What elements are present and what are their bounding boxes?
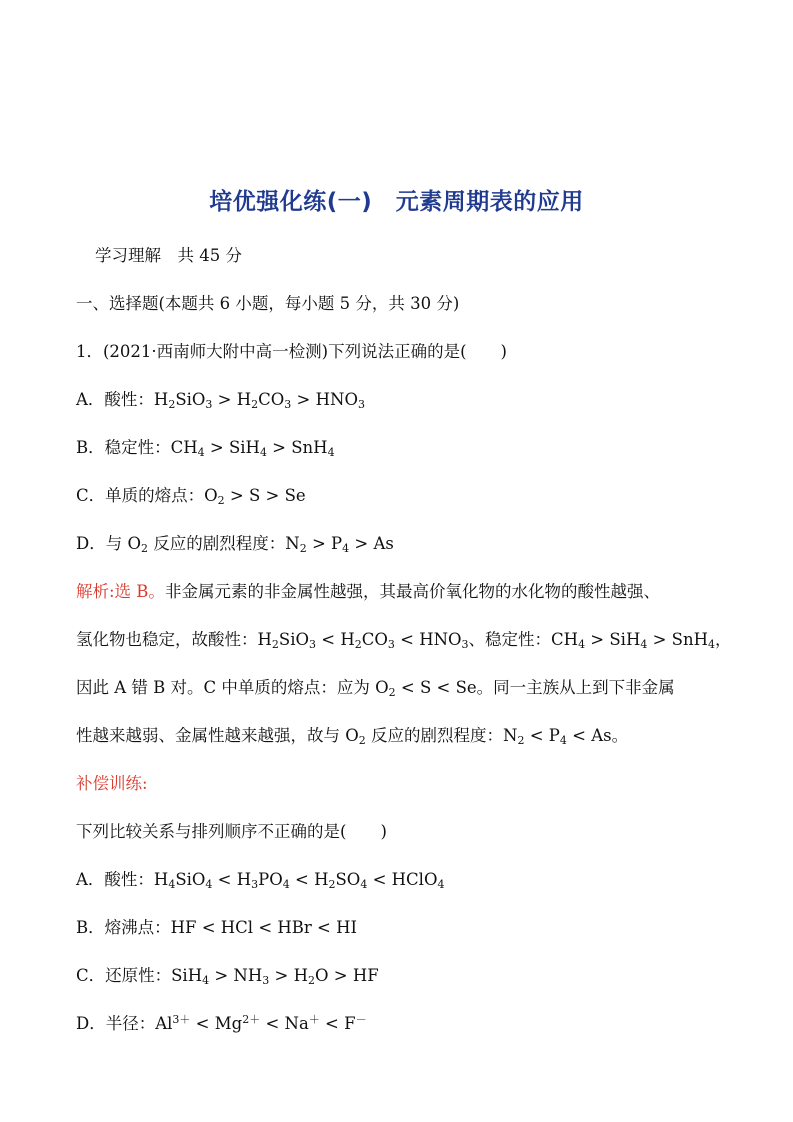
supplement-option-d: D．半径：$Al^{3+} < Mg^{2+} < Na^+ < F^-$	[76, 1013, 367, 1033]
question-1-option-c: C．单质的熔点：$O_2 > S > Se$	[76, 486, 306, 507]
supplement-option-b: B．熔沸点：HF < HCl < HBr < HI	[76, 918, 358, 937]
supplement-stem: 下列比较关系与排列顺序不正确的是( )	[76, 822, 387, 841]
question-1-option-a: A．酸性：$H_2SiO_3 > H_2CO_3 > HNO_3$	[76, 390, 365, 411]
supplement-option-c: C．还原性：$SiH_4 > NH_3 > H_2O$ > HF	[76, 966, 379, 987]
question-1-option-d: D．与 $O_2$ 反应的剧烈程度：$N_2 > P_4 > As$	[76, 534, 394, 555]
question-1-stem: 1．(2021·西南师大附中高一检测)下列说法正确的是( )	[76, 342, 507, 361]
analysis-line-3: 因此 A 错 B 对。C 中单质的熔点：应为 $O_2 < S < Se$。同一主族从上到下非金属	[76, 678, 675, 699]
analysis-label: 解析:选 B。	[76, 582, 165, 601]
section-header: 学习理解 共 45 分	[95, 246, 242, 265]
supplement-label: 补偿训练:	[76, 774, 148, 793]
analysis-line-1: 解析:选 B。非金属元素的非金属性越强，其最高价氧化物的水化物的酸性越强、	[76, 582, 660, 601]
part-header: 一、选择题(本题共 6 小题，每小题 5 分，共 30 分)	[76, 294, 460, 313]
supplement-option-a: A．酸性：$H_4SiO_4 < H_3PO_4 < H_2SO_4$ < HClO$_4$	[76, 870, 445, 891]
analysis-line-4: 性越来越弱、金属性越来越强，故与 $O_2$ 反应的剧烈程度：$N_2 < P_4 < As$。	[76, 726, 629, 747]
question-1-option-b: B．稳定性：$CH_4 > SiH_4 > SnH_4$	[76, 438, 335, 459]
page-title: 培优强化练(一) 元素周期表的应用	[209, 189, 584, 215]
analysis-line-2: 氢化物也稳定，故酸性：$H_2SiO_3 < H_2CO_3 < HNO_3$、稳定性：$CH_4 > SiH_4 > SnH_4$，	[76, 630, 732, 651]
